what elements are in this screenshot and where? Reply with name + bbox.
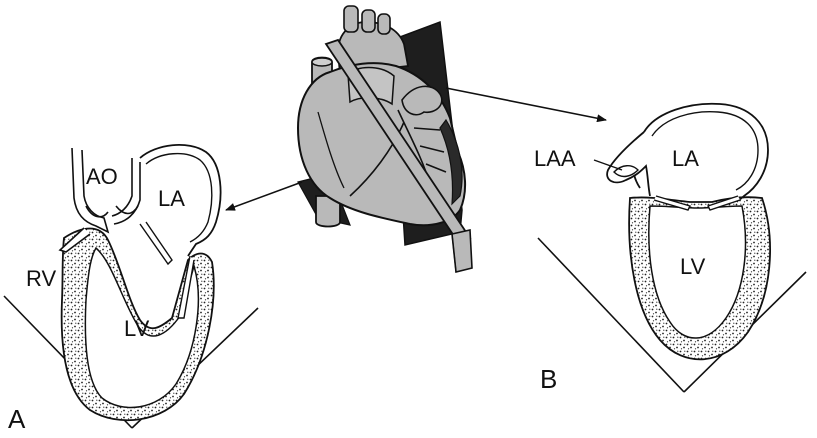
panel-a-long-axis-view <box>4 145 258 434</box>
panel-a-letter: A <box>8 404 26 434</box>
panel-b-atrial-appendage <box>607 132 650 196</box>
panel-b-two-chamber-view <box>534 104 806 394</box>
vessel-branch-2 <box>362 10 375 32</box>
panel-a-label-rv: RV <box>26 266 57 291</box>
panel-b-left-atrium <box>633 104 768 204</box>
panel-b-label-lv: LV <box>680 254 706 279</box>
panel-a-label-la: LA <box>158 186 185 211</box>
panel-a-label-lv: LV <box>124 316 150 341</box>
panel-b-label-la: LA <box>672 146 699 171</box>
panel-a-label-ao: AO <box>86 164 118 189</box>
arrow-to-panel-b <box>446 88 606 120</box>
vessel-branch-1 <box>344 6 358 32</box>
arrow-to-panel-a <box>226 182 302 210</box>
panel-a-aorta <box>72 148 108 232</box>
panel-b-letter: B <box>540 364 558 394</box>
center-heart-illustration <box>298 6 472 272</box>
vessel-branch-3 <box>378 14 390 34</box>
panel-a-mitral-leaflet-anterior <box>140 222 172 264</box>
panel-b-left-atrium-inner <box>652 112 758 190</box>
panel-b-label-laa: LAA <box>534 146 576 171</box>
